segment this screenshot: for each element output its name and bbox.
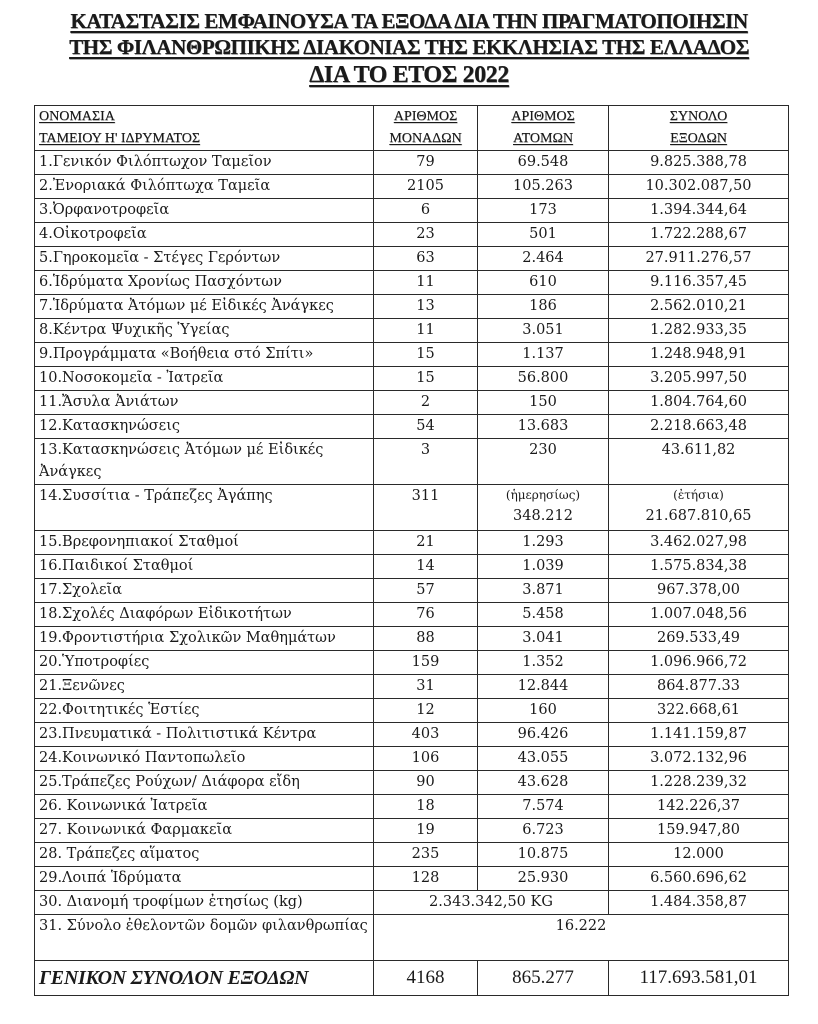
row-units: 15 (374, 343, 478, 367)
header-people-line2: ΑΤΟΜΩΝ (513, 131, 573, 146)
total-units: 4168 (374, 961, 478, 996)
row-people: 69.548 (478, 151, 609, 175)
row-expenses: 12.000 (609, 843, 789, 867)
row-units: 14 (374, 555, 478, 579)
row-people: 96.426 (478, 723, 609, 747)
food-distribution-row (35, 891, 789, 915)
table-row (35, 223, 789, 247)
row-units: 18 (374, 795, 478, 819)
food-quantity: 2.343.342,50 KG (374, 891, 609, 915)
row-name: 26. Κοινωνικά Ἰατρεῖα (35, 795, 374, 819)
row-expenses: 2.562.010,21 (609, 295, 789, 319)
row-units: 57 (374, 579, 478, 603)
row-name: 13.Κατασκηνώσεις Ἀτόμων μέ Εἰδικές Ἀνάγκες (35, 439, 374, 485)
expenses-note: (ἐτήσια) (673, 488, 724, 502)
row-name: 20.Ὑποτροφίες (35, 651, 374, 675)
row-name: 24.Κοινωνικό Παντοπωλεῖο (35, 747, 374, 771)
row-units: 159 (374, 651, 478, 675)
row-people: 43.055 (478, 747, 609, 771)
row-name: 16.Παιδικοί Σταθμοί (35, 555, 374, 579)
row-expenses: 3.462.027,98 (609, 531, 789, 555)
header-people (478, 106, 609, 151)
table-row (35, 867, 789, 891)
table-row (35, 415, 789, 439)
header-expenses (609, 106, 789, 151)
table-row (35, 295, 789, 319)
row-name: 2.Ἐνοριακά Φιλόπτωχα Ταμεῖα (35, 175, 374, 199)
row-units: 11 (374, 271, 478, 295)
row-people: 230 (478, 439, 609, 485)
row-units: 311 (374, 485, 478, 531)
row-expenses: 1.007.048,56 (609, 603, 789, 627)
row-name: 7.Ἱδρύματα Ἀτόμων μέ Εἰδικές Ἀνάγκες (35, 295, 374, 319)
row-units: 12 (374, 699, 478, 723)
row-people: 56.800 (478, 367, 609, 391)
header-people-line1: ΑΡΙΘΜΟΣ (511, 109, 575, 124)
row-people: 1.137 (478, 343, 609, 367)
row-people: 43.628 (478, 771, 609, 795)
row-units: 15 (374, 367, 478, 391)
row-expenses: 3.205.997,50 (609, 367, 789, 391)
row-people: 3.051 (478, 319, 609, 343)
expenses-table (34, 105, 789, 996)
row-units: 54 (374, 415, 478, 439)
row-name: 6.Ἱδρύματα Χρονίως Πασχόντων (35, 271, 374, 295)
row-name: 1.Γενικόν Φιλόπτωχον Ταμεῖον (35, 151, 374, 175)
row-people: 6.723 (478, 819, 609, 843)
row-units: 13 (374, 295, 478, 319)
grand-total-row (35, 961, 789, 996)
row-expenses: 1.282.933,35 (609, 319, 789, 343)
row-people: 173 (478, 199, 609, 223)
row-name: 22.Φοιτητικές Ἑστίες (35, 699, 374, 723)
row-units: 19 (374, 819, 478, 843)
header-expenses-line1: ΣΥΝΟΛΟ (669, 109, 728, 124)
row-units: 11 (374, 319, 478, 343)
row-expenses: 159.947,80 (609, 819, 789, 843)
header-units (374, 106, 478, 151)
row-name: 10.Νοσοκομεῖα - Ἰατρεῖα (35, 367, 374, 391)
row-units: 6 (374, 199, 478, 223)
row-units: 63 (374, 247, 478, 271)
row-people (478, 485, 609, 531)
row-expenses: 6.560.696,62 (609, 867, 789, 891)
row-units: 403 (374, 723, 478, 747)
row-people: 3.041 (478, 627, 609, 651)
row-people: 10.875 (478, 843, 609, 867)
row-people: 150 (478, 391, 609, 415)
row-expenses: 1.804.764,60 (609, 391, 789, 415)
row-expenses: 9.825.388,78 (609, 151, 789, 175)
table-row (35, 531, 789, 555)
row-people: 610 (478, 271, 609, 295)
row-units: 76 (374, 603, 478, 627)
row-units: 2 (374, 391, 478, 415)
row-name: 31. Σύνολο ἐθελοντῶν δομῶν φιλανθρωπίας (35, 915, 374, 961)
row-expenses: 2.218.663,48 (609, 415, 789, 439)
row-units: 3 (374, 439, 478, 485)
table-row (35, 771, 789, 795)
table-row (35, 675, 789, 699)
row-expenses: 3.072.132,96 (609, 747, 789, 771)
row-expenses: 967.378,00 (609, 579, 789, 603)
table-row (35, 579, 789, 603)
row-expenses: 1.096.966,72 (609, 651, 789, 675)
row-expenses: 43.611,82 (609, 439, 789, 485)
row-expenses: 1.484.358,87 (609, 891, 789, 915)
row-units: 235 (374, 843, 478, 867)
row-name: 5.Γηροκομεῖα - Στέγες Γερόντων (35, 247, 374, 271)
table-row (35, 367, 789, 391)
table-row (35, 343, 789, 367)
row-name: 12.Κατασκηνώσεις (35, 415, 374, 439)
row-expenses: 1.575.834,38 (609, 555, 789, 579)
row-units: 106 (374, 747, 478, 771)
table-row (35, 175, 789, 199)
row-people: 186 (478, 295, 609, 319)
volunteers-count: 16.222 (374, 915, 789, 961)
table-row (35, 485, 789, 531)
row-name: 8.Κέντρα Ψυχικῆς Ὑγείας (35, 319, 374, 343)
row-units: 88 (374, 627, 478, 651)
table-row (35, 439, 789, 485)
table-row (35, 603, 789, 627)
row-expenses: 1.141.159,87 (609, 723, 789, 747)
row-name: 23.Πνευματικά - Πολιτιστικά Κέντρα (35, 723, 374, 747)
row-name: 30. Διανομή τροφίμων ἐτησίως (kg) (35, 891, 374, 915)
row-people: 5.458 (478, 603, 609, 627)
table-row (35, 819, 789, 843)
row-people: 7.574 (478, 795, 609, 819)
title-year: ΔΙΑ ΤΟ ΕΤΟΣ 2022 (309, 62, 509, 88)
row-name: 21.Ξενῶνες (35, 675, 374, 699)
row-expenses: 9.116.357,45 (609, 271, 789, 295)
row-name: 25.Τράπεζες Ρούχων/ Διάφορα εἴδη (35, 771, 374, 795)
volunteers-row (35, 915, 789, 961)
row-expenses (609, 485, 789, 531)
row-people: 2.464 (478, 247, 609, 271)
header-name (35, 106, 374, 151)
row-name: 18.Σχολές Διαφόρων Εἰδικοτήτων (35, 603, 374, 627)
table-row (35, 319, 789, 343)
row-people: 3.871 (478, 579, 609, 603)
row-units: 23 (374, 223, 478, 247)
row-expenses: 1.228.239,32 (609, 771, 789, 795)
row-expenses: 322.668,61 (609, 699, 789, 723)
row-people: 13.683 (478, 415, 609, 439)
row-people: 105.263 (478, 175, 609, 199)
row-name: 9.Προγράμματα «Βοήθεια στό Σπίτι» (35, 343, 374, 367)
table-row (35, 723, 789, 747)
row-name: 11.Ἄσυλα Ἀνιάτων (35, 391, 374, 415)
table-header-row (35, 106, 789, 151)
row-people: 1.039 (478, 555, 609, 579)
row-expenses: 10.302.087,50 (609, 175, 789, 199)
row-name: 19.Φροντιστήρια Σχολικῶν Μαθημάτων (35, 627, 374, 651)
table-body (35, 151, 789, 996)
row-name: 27. Κοινωνικά Φαρμακεῖα (35, 819, 374, 843)
row-name: 15.Βρεφονηπιακοί Σταθμοί (35, 531, 374, 555)
table-row (35, 555, 789, 579)
row-units: 90 (374, 771, 478, 795)
row-people: 160 (478, 699, 609, 723)
header-name-line2: ΤΑΜΕΙΟΥ Η' ΙΔΡΥΜΑΤΟΣ (39, 131, 200, 146)
row-units: 2105 (374, 175, 478, 199)
row-units: 31 (374, 675, 478, 699)
row-name: 29.Λοιπά Ἱδρύματα (35, 867, 374, 891)
row-name: 28. Τράπεζες αἵματος (35, 843, 374, 867)
row-expenses: 1.248.948,91 (609, 343, 789, 367)
row-expenses: 142.226,37 (609, 795, 789, 819)
row-units: 79 (374, 151, 478, 175)
row-expenses: 1.722.288,67 (609, 223, 789, 247)
document-title (0, 8, 818, 90)
people-value: 348.212 (513, 508, 573, 524)
header-units-line2: ΜΟΝΑΔΩΝ (389, 131, 462, 146)
title-line-1: ΚΑΤΑΣΤΑΣΙΣ ΕΜΦΑΙΝΟΥΣΑ ΤΑ ΕΞΟΔΑ ΔΙΑ ΤΗΝ ΠΡΑΓΜΑΤΟΠΟΙΗΣΙΝ (70, 9, 748, 33)
table-row (35, 843, 789, 867)
expenses-value: 21.687.810,65 (645, 508, 752, 524)
title-line-2: ΤΗΣ ΦΙΛΑΝΘΡΩΠΙΚΗΣ ΔΙΑΚΟΝΙΑΣ ΤΗΣ ΕΚΚΛΗΣΙΑΣ ΤΗΣ ΕΛΛΑΔΟΣ (69, 35, 749, 59)
total-expenses: 117.693.581,01 (609, 961, 789, 996)
table-row (35, 627, 789, 651)
row-units: 128 (374, 867, 478, 891)
table-row (35, 699, 789, 723)
table-row (35, 199, 789, 223)
table-row (35, 747, 789, 771)
row-expenses: 864.877.33 (609, 675, 789, 699)
table-row (35, 795, 789, 819)
row-people: 12.844 (478, 675, 609, 699)
header-name-line1: ΟΝΟΜΑΣΙΑ (39, 109, 115, 124)
table-row (35, 247, 789, 271)
table-row (35, 271, 789, 295)
table-row (35, 651, 789, 675)
people-note: (ἡμερησίως) (505, 488, 581, 502)
row-name: 3.Ὀρφανοτροφεῖα (35, 199, 374, 223)
row-name: 4.Οἰκοτροφεῖα (35, 223, 374, 247)
row-people: 25.930 (478, 867, 609, 891)
row-name: 14.Συσσίτια - Τράπεζες Ἀγάπης (35, 485, 374, 531)
grand-total-label: ΓΕΝΙΚΟΝ ΣΥΝΟΛΟΝ ΕΞΟΔΩΝ (35, 961, 374, 996)
total-people: 865.277 (478, 961, 609, 996)
row-expenses: 269.533,49 (609, 627, 789, 651)
table-row (35, 151, 789, 175)
header-units-line1: ΑΡΙΘΜΟΣ (393, 109, 458, 124)
row-units: 21 (374, 531, 478, 555)
row-people: 1.352 (478, 651, 609, 675)
row-expenses: 27.911.276,57 (609, 247, 789, 271)
table-row (35, 391, 789, 415)
row-people: 1.293 (478, 531, 609, 555)
header-expenses-line2: ΕΞΟΔΩΝ (670, 131, 727, 146)
row-expenses: 1.394.344,64 (609, 199, 789, 223)
row-name: 17.Σχολεῖα (35, 579, 374, 603)
row-people: 501 (478, 223, 609, 247)
